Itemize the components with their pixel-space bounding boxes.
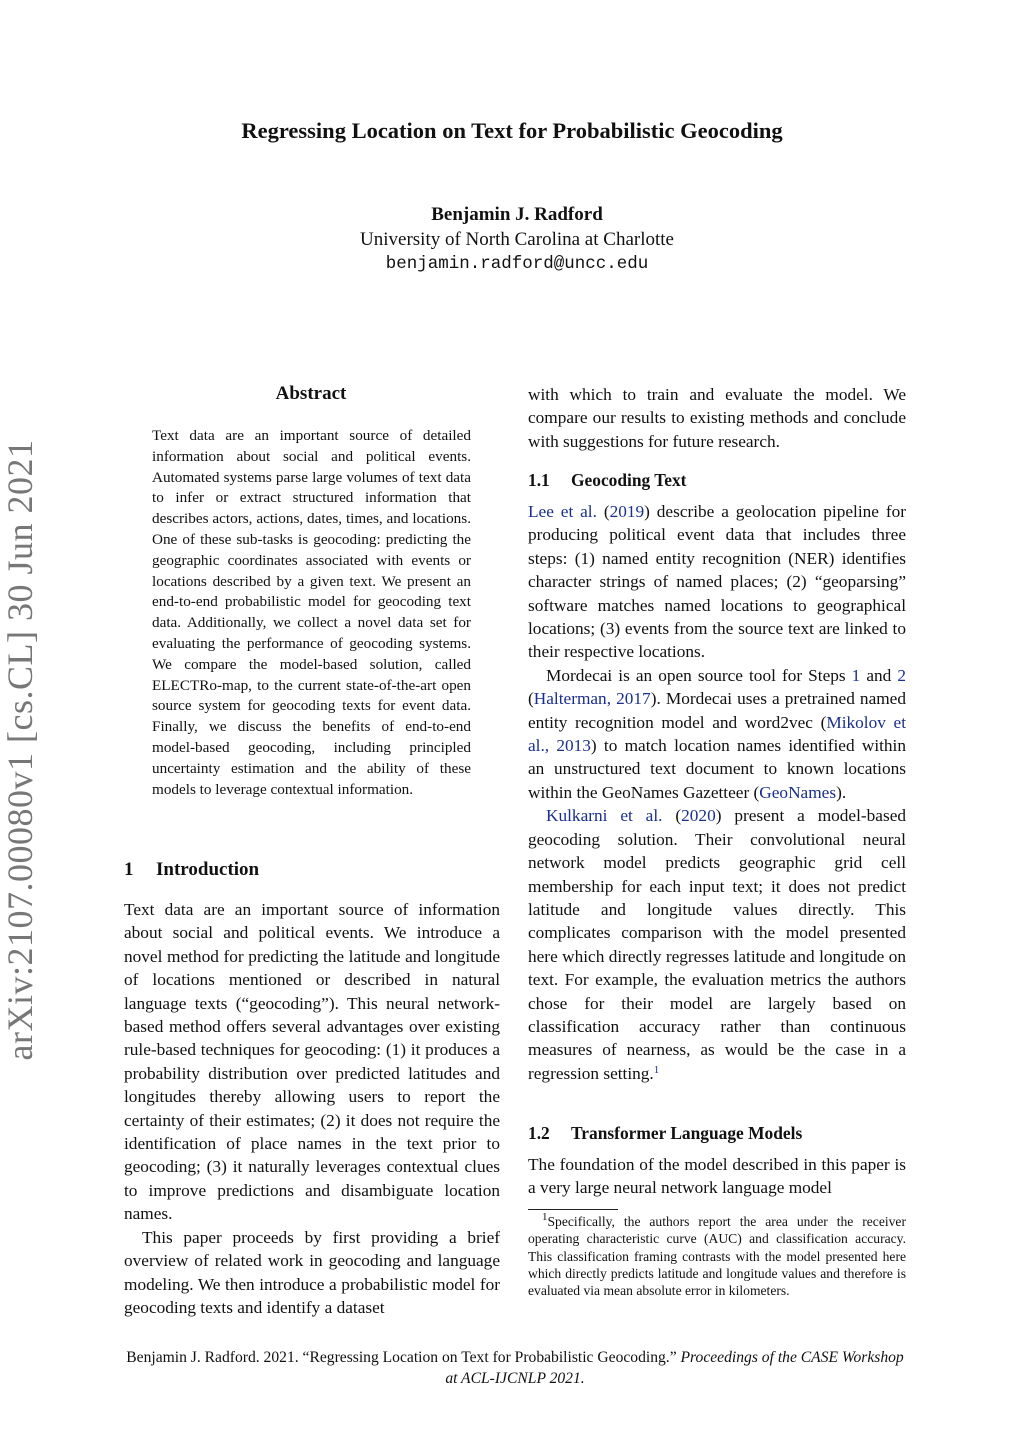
paper-title: Regressing Location on Text for Probabilistic Geocoding bbox=[241, 118, 783, 143]
citation-link[interactable]: Halterman, 2017 bbox=[533, 689, 651, 709]
introduction-body bbox=[124, 898, 500, 1319]
geocoding-text-body bbox=[528, 500, 906, 1085]
right-column-continuation bbox=[528, 383, 906, 453]
author-affiliation: University of North Carolina at Charlotte bbox=[360, 229, 674, 250]
arxiv-id: arXiv:2107.00080v1 [cs.CL] 30 Jun 2021 bbox=[0, 439, 40, 1061]
transformer-paragraph-1: The foundation of the model described in this paper is a very large neural network language model bbox=[528, 1155, 906, 1198]
geocoding-paragraph-2 bbox=[528, 664, 906, 804]
abstract-text: Text data are an important source of detailed information about social and political events. Automated systems parse large volumes of text data to infer or extract structured information that describes actors, actions, dates, times, and locations. One of these sub-tasks is geocoding: predicting the geographic coordinates associated with events or locations described by a given text. We present an end-to-end probabilistic model for geocoding text data. Additionally, we collect a novel data set for evaluating the performance of geocoding systems. We compare the model-based solution, called ELECTRo-map, to the current state-of-the-art open source system for geocoding texts for event data. Finally, we discuss the benefits of end-to-end model-based geocoding, including principled uncertainty estimation and the ability of these models to leverage contextual information. bbox=[152, 427, 471, 798]
step-reference-link[interactable]: 1 bbox=[851, 665, 861, 685]
intro-paragraph-1: Text data are an important source of information about social and political events. We introduce a novel method for predicting the latitude and longitude of locations mentioned or described in natural language texts (“geocoding”). This neural network-based method offers several advantages over existing rule-based techniques for geocoding: (1) it produces a probability distribution over predicted latitudes and longitudes thereby allowing users to report the certainty of their estimates; (2) it does not require the identification of place names in the text prior to geocoding; (3) it naturally leverages contextual clues to improve predictions and disambiguate location names. bbox=[124, 900, 500, 1224]
author-email[interactable]: benjamin.radford@uncc.edu bbox=[385, 254, 649, 274]
paragraph-text: Mordecai is an open source tool for Steps bbox=[546, 665, 852, 685]
paragraph-text: ). Mordecai uses a pretrained named entity recognition model and word2vec ( bbox=[528, 689, 906, 732]
citation-plain: Benjamin J. Radford. 2021. “Regressing Location on Text for Probabilistic Geocoding.” bbox=[126, 1349, 681, 1366]
subsection-title: Geocoding Text bbox=[571, 470, 687, 490]
geocoding-paragraph-1: Lee et al. (2019) describe a geolocation pipeline for producing political event data that includes three steps: (1) named entity recognition (NER) identifies character strings of named places; (2) “geoparsing” software matches named locations to geographical locations; (3) events from the source text are linked to their respective locations. bbox=[528, 502, 906, 662]
paragraph-text: ) present a model-based geocoding solution. Their convolutional neural network model predicts geographic grid cell membership for each input text; it does not predict latitude and longitude values directly. This complicates comparison with the model presented here which directly regresses latitude and longitude on text. For example, the evaluation metrics the authors chose for their model are largely based on classification accuracy rather than continuous measures of nearness, as would be the case in a regression setting. bbox=[528, 806, 906, 1083]
subsection-title: Transformer Language Models bbox=[571, 1123, 803, 1143]
citation-link[interactable]: GeoNames bbox=[759, 782, 837, 802]
section-geocoding-text-heading bbox=[528, 470, 686, 491]
citation-link[interactable]: Lee et al. bbox=[528, 502, 597, 521]
intro-paragraph-2: This paper proceeds by first providing a brief overview of related work in geocoding and language modeling. We then introduce a probabilistic model for geocoding texts and identify a dataset bbox=[124, 1227, 500, 1317]
section-introduction-heading bbox=[124, 859, 259, 881]
footnote-mark: 1 bbox=[542, 1211, 548, 1223]
transformer-body bbox=[528, 1153, 906, 1200]
step-reference-link[interactable]: 2 bbox=[897, 665, 906, 685]
paragraph-text: and bbox=[860, 665, 898, 685]
author-name: Benjamin J. Radford bbox=[431, 204, 603, 225]
citation-link[interactable]: Mikolov et al., 2013 bbox=[528, 712, 906, 756]
page-citation bbox=[120, 1348, 910, 1389]
paragraph-text: ) to match location names identified within an unstructured text document to known locations within the GeoNames Gazetteer ( bbox=[528, 736, 906, 802]
footnote-text: Specifically, the authors report the area under the receiver operating characteristic curve (AUC) and classification accuracy. This classification framing contrasts with the model presented here which directly predicts latitude and longitude values and therefore is evaluated via mean absolute error in kilometers. bbox=[528, 1214, 906, 1299]
footnote bbox=[528, 1213, 906, 1299]
section-title: Introduction bbox=[156, 859, 260, 880]
citation-venue: Proceedings of the CASE Workshop at ACL-IJCNLP 2021. bbox=[445, 1349, 904, 1387]
continuation-paragraph: with which to train and evaluate the model. We compare our results to existing methods and conclude with suggestions for future research. bbox=[528, 385, 906, 451]
citation-link[interactable]: 2019 bbox=[609, 502, 645, 521]
abstract-heading: Abstract bbox=[275, 383, 347, 404]
paragraph-text: ) describe a geolocation pipeline for producing political event data that includes three steps: (1) named entity recognition (NER) identifies character strings of named places; (2) “geoparsing” software matches named locations to geographical locations; (3) events from the source text are linked to their respective locations. bbox=[528, 502, 906, 662]
geocoding-paragraph-3: Kulkarni et al. (2020) present a model-based geocoding solution. Their convolutional neural network model predicts geographic grid cell membership for each input text; it does not predict latitude and longitude values directly. This complicates comparison with the model presented here which directly regresses latitude and longitude on text. For example, the evaluation metrics the authors chose for their model are largely based on classification accuracy rather than continuous measures of nearness, as would be the case in a regression setting.$^1$ bbox=[528, 806, 906, 1083]
subsection-number: 1.1 bbox=[528, 470, 550, 490]
citation-link[interactable]: Kulkarni et al. bbox=[546, 806, 663, 826]
footnote-divider bbox=[528, 1209, 618, 1210]
paragraph-text: ( bbox=[528, 689, 534, 709]
citation-link[interactable]: 2020 bbox=[681, 806, 716, 826]
subsection-number: 1.2 bbox=[528, 1123, 550, 1143]
paragraph-text: ). bbox=[836, 782, 847, 802]
footnote-marker-link[interactable]: 1 bbox=[653, 1063, 660, 1076]
section-transformer-heading bbox=[528, 1123, 802, 1144]
abstract-body bbox=[152, 426, 471, 800]
section-number: 1 bbox=[124, 859, 134, 880]
